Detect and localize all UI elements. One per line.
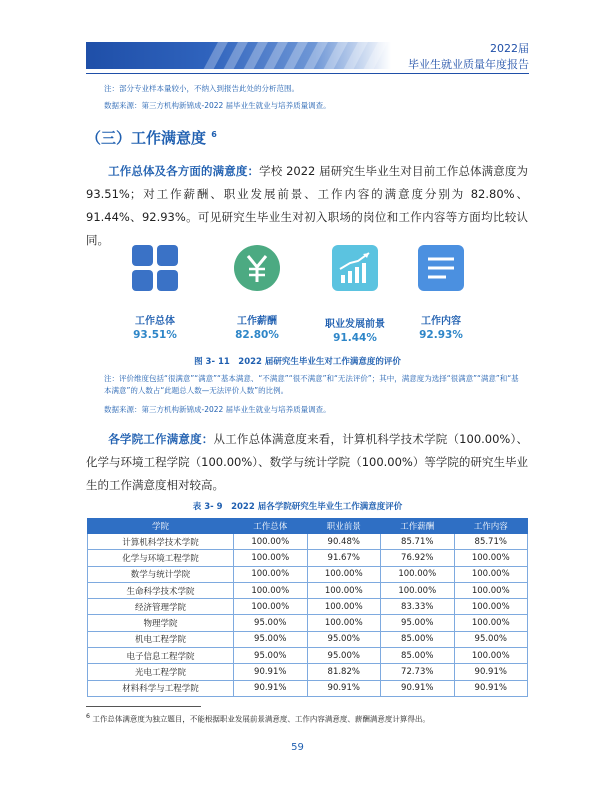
paragraph-body: 学校 2022 届研究生毕业生对目前工作总体满意度为 93.51%；对工作薪酬、职业发展前景、工作内容的满意度分别为 82.80%、91.44%、92.93%。可见研究生毕业生对初入职场的岗位和工作内容等方面均比较认同。 — [86, 164, 529, 247]
paragraph-overall-satisfaction — [86, 160, 528, 252]
table-row — [88, 615, 528, 631]
college-name-cell: 物理学院 — [88, 615, 234, 631]
percentage-cell: 91.67% — [307, 550, 381, 566]
percentage-cell: 100.00% — [381, 582, 455, 598]
table-row — [88, 631, 528, 647]
percentage-cell: 100.00% — [307, 599, 381, 615]
table-row — [88, 599, 528, 615]
percentage-cell: 100.00% — [454, 615, 528, 631]
metric-label-salary: 工作薪酬 — [237, 316, 277, 327]
metric-label-content: 工作内容 — [421, 316, 461, 327]
section-title-text: （三）工作满意度 — [86, 129, 207, 147]
footnote — [86, 713, 430, 725]
percentage-cell: 95.00% — [234, 648, 308, 664]
college-name-cell: 电子信息工程学院 — [88, 648, 234, 664]
table-row — [88, 534, 528, 550]
percentage-cell: 90.91% — [381, 680, 455, 696]
footnote-mark: 6 — [86, 713, 90, 720]
percentage-cell: 100.00% — [234, 566, 308, 582]
percentage-cell: 100.00% — [454, 582, 528, 598]
table-row — [88, 582, 528, 598]
percentage-cell: 100.00% — [307, 615, 381, 631]
table-header-row — [88, 519, 528, 534]
table-caption: 表 3- 9 2022 届各学院研究生毕业生工作满意度评价 — [192, 502, 403, 512]
percentage-cell: 100.00% — [307, 566, 381, 582]
footnote-divider — [86, 706, 201, 707]
percentage-cell: 95.00% — [454, 631, 528, 647]
yen-icon — [234, 245, 280, 291]
percentage-cell: 85.71% — [381, 534, 455, 550]
percentage-cell: 90.91% — [234, 664, 308, 680]
header-banner-stripes — [200, 42, 400, 69]
percentage-cell: 100.00% — [454, 566, 528, 582]
percentage-cell: 90.91% — [454, 680, 528, 696]
percentage-cell: 83.33% — [381, 599, 455, 615]
percentage-cell: 72.73% — [381, 664, 455, 680]
table-row — [88, 550, 528, 566]
college-name-cell: 化学与环境工程学院 — [88, 550, 234, 566]
section-footnote-mark: 6 — [211, 130, 217, 139]
percentage-cell: 100.00% — [234, 534, 308, 550]
percentage-cell: 85.71% — [454, 534, 528, 550]
figure-data-source: 数据来源：第三方机构新锦成-2022 届毕业生就业与培养质量调查。 — [104, 405, 331, 414]
paragraph-lead: 工作总体及各方面的满意度： — [108, 164, 260, 178]
paragraph-lead: 各学院工作满意度： — [108, 432, 214, 446]
header-title: 毕业生就业质量年度报告 — [408, 58, 529, 71]
percentage-cell: 90.91% — [234, 680, 308, 696]
paragraph-body: 从工作总体满意度来看，计算机科学技术学院（100.00%）、化学与环境工程学院（100.00%）、数学与统计学院（100.00%）等学院的研究生毕业生的工作满意度相对较高。 — [86, 432, 528, 492]
percentage-cell: 90.48% — [307, 534, 381, 550]
percentage-cell: 95.00% — [234, 615, 308, 631]
metric-value-overall: 93.51% — [133, 329, 177, 341]
column-header: 工作内容 — [454, 519, 528, 534]
percentage-cell: 76.92% — [381, 550, 455, 566]
top-data-source: 数据来源：第三方机构新锦成-2022 届毕业生就业与培养质量调查。 — [104, 101, 331, 110]
top-note: 注：部分专业样本量较小，不纳入到报告此处的分析范围。 — [104, 84, 299, 93]
percentage-cell: 100.00% — [454, 648, 528, 664]
column-header: 工作薪酬 — [381, 519, 455, 534]
section-title — [86, 127, 217, 148]
metric-value-content: 92.93% — [419, 329, 463, 341]
percentage-cell: 100.00% — [307, 582, 381, 598]
document-icon — [418, 245, 464, 291]
percentage-cell: 100.00% — [234, 599, 308, 615]
college-name-cell: 生命科学技术学院 — [88, 582, 234, 598]
percentage-cell: 100.00% — [454, 599, 528, 615]
column-header: 职业前景 — [307, 519, 381, 534]
percentage-cell: 81.82% — [307, 664, 381, 680]
column-header: 学院 — [88, 519, 234, 534]
percentage-cell: 100.00% — [454, 550, 528, 566]
table-row — [88, 664, 528, 680]
header-divider — [86, 73, 529, 74]
grid-icon — [132, 245, 178, 291]
percentage-cell: 95.00% — [307, 648, 381, 664]
college-name-cell: 计算机科学技术学院 — [88, 534, 234, 550]
percentage-cell: 95.00% — [307, 631, 381, 647]
paragraph-college-satisfaction — [86, 428, 528, 497]
metric-label-career: 职业发展前景 — [325, 319, 385, 330]
college-name-cell: 材料科学与工程学院 — [88, 680, 234, 696]
metric-value-salary: 82.80% — [235, 329, 279, 341]
growth-chart-icon — [332, 245, 378, 291]
column-header: 工作总体 — [234, 519, 308, 534]
percentage-cell: 95.00% — [381, 615, 455, 631]
percentage-cell: 90.91% — [307, 680, 381, 696]
percentage-cell: 90.91% — [454, 664, 528, 680]
percentage-cell: 85.00% — [381, 648, 455, 664]
figure-note: 注：评价维度包括“很满意”“满意”“基本满意、“不满意”“很不满意”和“无法评价”；其中，满意度为选择“很满意”“满意”和“基本满意”的人数占“此题总人数—无法评价人数”的比例。 — [104, 374, 519, 395]
header-year: 2022届 — [490, 42, 529, 55]
table-row — [88, 648, 528, 664]
college-name-cell: 机电工程学院 — [88, 631, 234, 647]
percentage-cell: 95.00% — [234, 631, 308, 647]
metric-value-career: 91.44% — [333, 332, 377, 344]
college-name-cell: 光电工程学院 — [88, 664, 234, 680]
footnote-text: 工作总体满意度为独立题目，不能根据职业发展前景满意度、工作内容满意度、薪酬满意度计算得出。 — [92, 714, 430, 724]
table-row — [88, 680, 528, 696]
percentage-cell: 85.00% — [381, 631, 455, 647]
page-number: 59 — [291, 742, 304, 753]
table-row — [88, 566, 528, 582]
college-name-cell: 经济管理学院 — [88, 599, 234, 615]
satisfaction-table — [87, 518, 528, 697]
percentage-cell: 100.00% — [234, 550, 308, 566]
percentage-cell: 100.00% — [234, 582, 308, 598]
figure-caption: 图 3- 11 2022 届研究生毕业生对工作满意度的评价 — [194, 357, 401, 367]
metric-label-overall: 工作总体 — [135, 316, 175, 327]
college-name-cell: 数学与统计学院 — [88, 566, 234, 582]
percentage-cell: 100.00% — [381, 566, 455, 582]
